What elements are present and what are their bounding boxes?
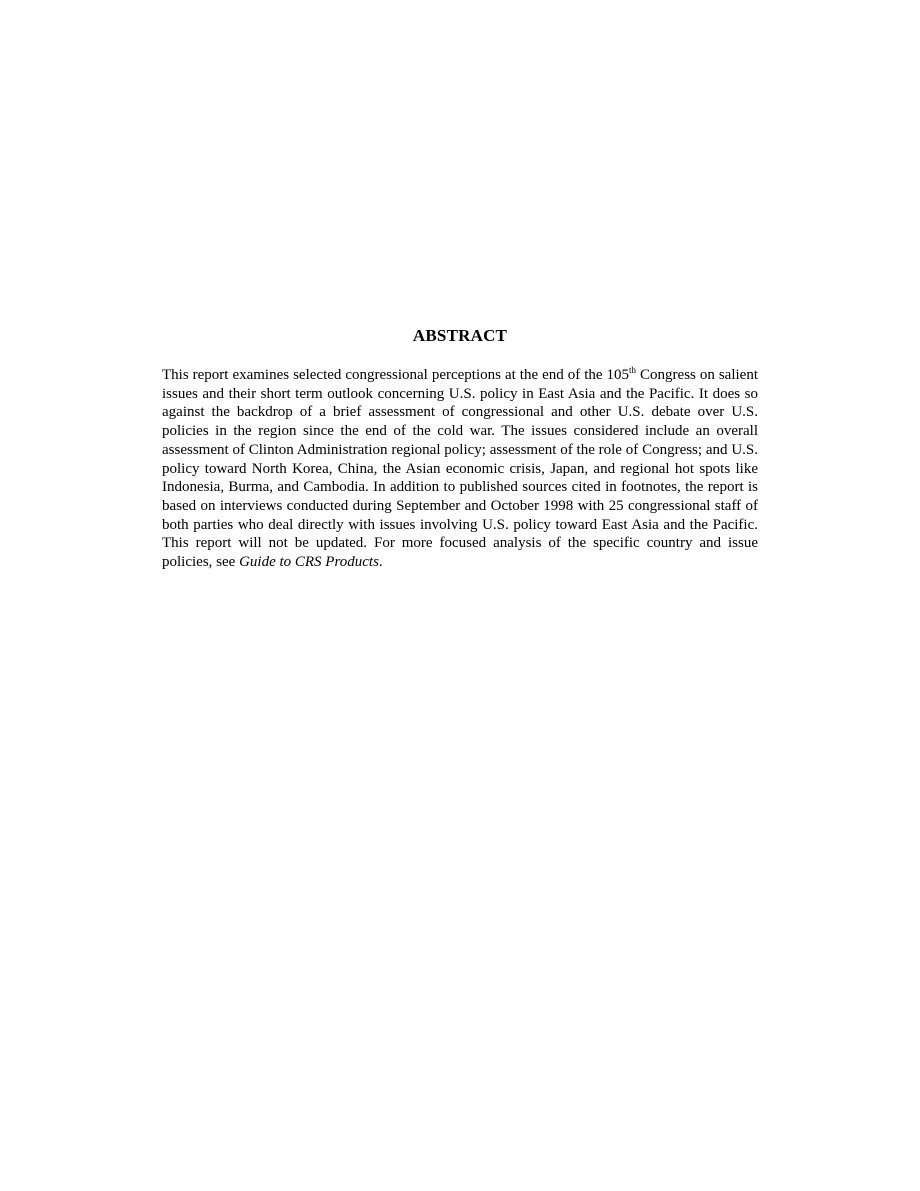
guide-title: Guide to CRS Products xyxy=(239,554,379,571)
abstract-text-main: Congress on salient issues and their short term outlook concerning U.S. policy in East Asia and the Pacific. It does so against the backdrop of a brief assessment of congressional and other U.S. debate over U.S. policies in the region since the end of the cold war. The issues considered include an overall assessment of Clinton Administration regional policy; assessment of the role of Congress; and U.S. policy toward North Korea, China, the Asian economic crisis, Japan, and regional hot spots like Indonesia, Burma, and Cambodia. In addition to published sources cited in footnotes, the report is based on interviews conducted during September and October 1998 with 25 congressional staff of both parties who deal directly with issues involving U.S. policy toward East Asia and the Pacific. This report will not be updated. For more focused analysis of the specific country and issue policies, see xyxy=(162,367,758,571)
abstract-heading: ABSTRACT xyxy=(412,326,508,345)
abstract-text-start: This report examines selected congressional perceptions at the end of the 105 xyxy=(162,367,630,383)
ordinal-suffix: th xyxy=(629,365,637,375)
abstract-closing-period: . xyxy=(378,554,383,571)
abstract-section xyxy=(162,322,758,572)
abstract-paragraph xyxy=(162,366,758,572)
